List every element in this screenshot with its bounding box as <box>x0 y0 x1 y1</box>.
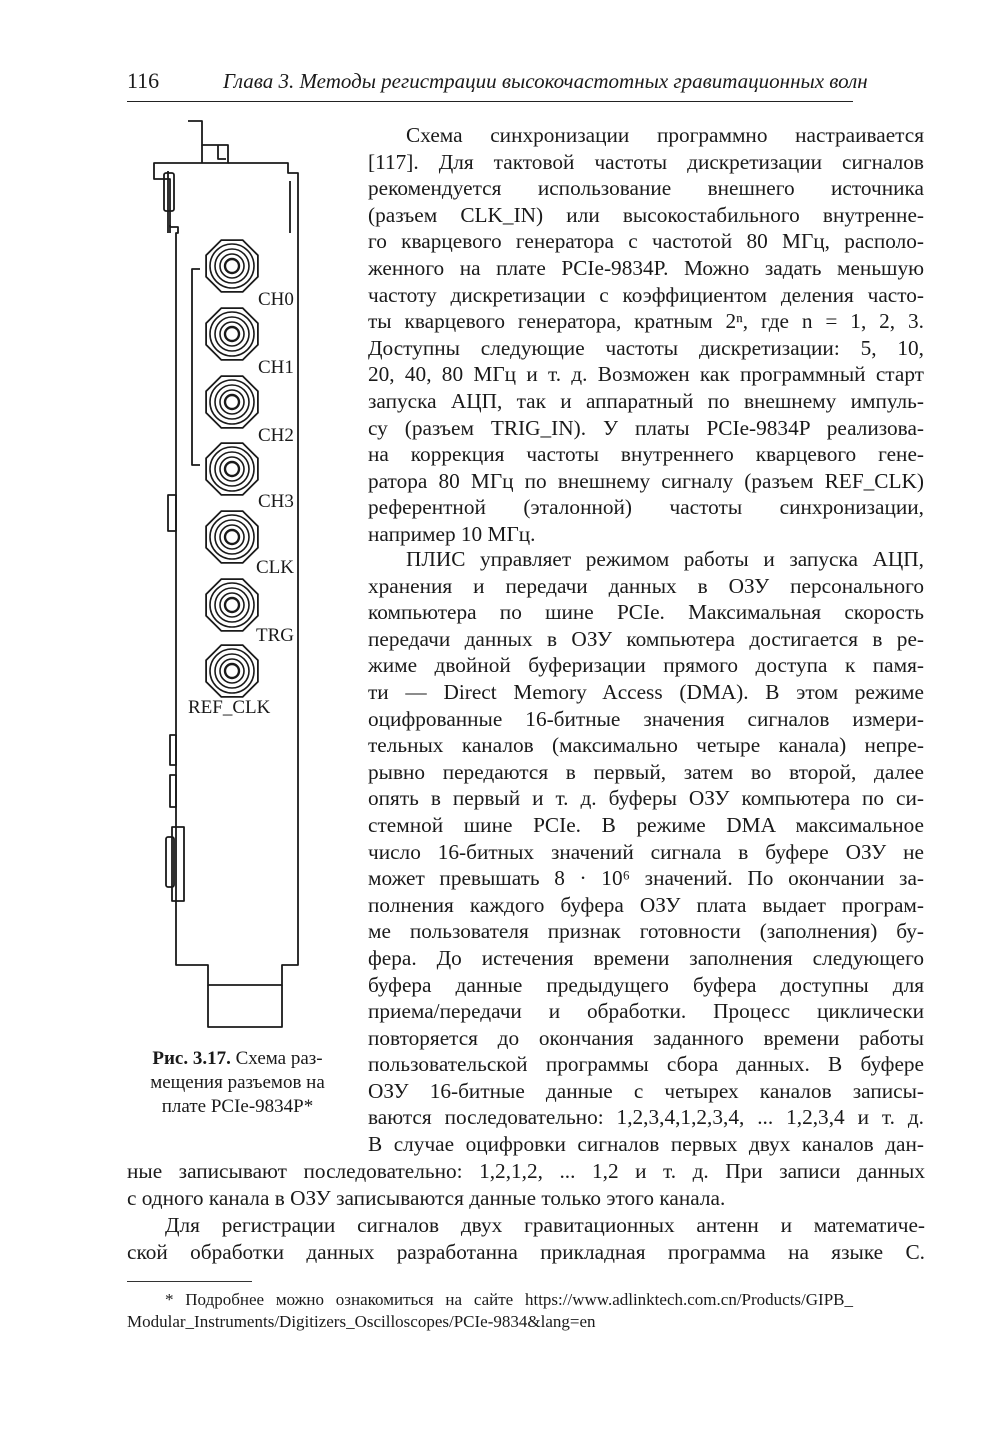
text-line: компьютера по шине PCIe. Максимальная скорость <box>368 600 924 625</box>
text-line: ской обработки данных разработанна прикладная программа на языке С. <box>127 1239 925 1264</box>
figure-pcie-bracket <box>120 115 360 1030</box>
page-number: 116 <box>127 68 160 93</box>
text-line: ти — Direct Memory Access (DMA). В этом режиме <box>368 679 924 704</box>
channel-bracket <box>192 269 200 465</box>
text-line: ме пользователя признак готовности (заполнения) бу- <box>368 919 924 944</box>
footnote-rule <box>127 1281 252 1282</box>
page-header <box>127 68 868 102</box>
text-line: Modular_Instruments/Digitizers_Oscilloscopes/PCIe-9834&lang=en <box>127 1312 596 1331</box>
text-line: ОЗУ 16-битные данные с четырех каналов записы- <box>368 1078 924 1103</box>
text-line: жиме двойной буферизации прямого доступа к памя- <box>368 653 924 678</box>
footnote <box>127 1289 853 1333</box>
text-line: полнения каждого буфера ОЗУ плата выдает програм- <box>368 892 924 917</box>
text-line: рывно передаются в первый, затем во второй, далее <box>368 759 924 784</box>
text-line: например 10 МГц. <box>368 521 536 546</box>
text-line: фера. До истечения времени заполнения следующего <box>368 945 924 970</box>
text-line: оцифрованные 16-битные значения сигналов измери- <box>368 706 924 731</box>
caption-line: плате PCIe-9834P* <box>161 1096 314 1117</box>
text-line: стемной шине PCIe. В режиме DMA максимальное <box>368 812 924 837</box>
text-line: пользовательской программы сбора данных. В буфере <box>368 1052 924 1077</box>
text-line: 20, 40, 80 МГц и т. д. Возможен как программный старт <box>368 362 924 387</box>
caption-label: Рис. 3.17. <box>152 1048 231 1069</box>
text-line: буфера данные предыдущего буфера доступны для <box>368 972 924 997</box>
text-line: * Подробнее можно ознакомиться на сайте https://www.adlinktech.com.cn/Products/GIPB_ <box>165 1290 853 1309</box>
bracket-foot <box>208 985 282 1027</box>
text-line: В случае оцифровки сигналов первых двух каналов дан- <box>368 1132 924 1157</box>
connector-label-ch0: CH0 <box>258 289 294 310</box>
bnc-connector-ref-clk <box>206 645 258 697</box>
text-line: ПЛИС управляет режимом работы и запуска АЦП, <box>406 547 924 571</box>
connector-label-ch2: CH2 <box>258 425 294 446</box>
connector-label-clk: CLK <box>256 557 294 578</box>
text-line: приема/передачи и обработки. Процесс циклически <box>368 999 924 1024</box>
text-line: ты кварцевого генератора, кратным 2ⁿ, где n = 1, 2, 3. <box>368 309 924 334</box>
header-rule <box>127 101 853 102</box>
paragraph-2 <box>368 546 924 1158</box>
text-line: может превышать 8 · 10⁶ значений. По окончании за- <box>368 866 924 891</box>
text-line: ваются последовательно: 1,2,3,4,1,2,3,4, ... 1,2,3,4 и т. д. <box>368 1105 924 1130</box>
paragraph-1 <box>368 122 924 548</box>
text-line: го кварцевого генератора с частотой 80 МГц, располо- <box>368 229 924 254</box>
bnc-connector-ch1 <box>206 308 258 360</box>
text-line: [117]. Для тактовой частоты дискретизации сигналов <box>368 149 924 174</box>
caption-line: мещения разъемов на <box>150 1072 325 1093</box>
caption-line: Схема раз- <box>235 1048 323 1069</box>
connector-label-trg: TRG <box>256 625 294 646</box>
text-line: передачи данных в ОЗУ компьютера достигается в ре- <box>368 626 924 651</box>
text-line: тельных каналов (максимально четыре канала) непре- <box>368 733 924 758</box>
connector-label-ch3: CH3 <box>258 491 294 512</box>
text-line: Схема синхронизации программно настраивается <box>406 123 924 147</box>
text-line: референтной (эталонной) частоты синхронизации, <box>368 495 924 520</box>
text-line: ратора 80 МГц по внешнему сигналу (разъем REF_CLK) <box>368 468 924 493</box>
figure-caption <box>125 1047 350 1119</box>
text-line: запуска АЦП, так и аппаратный по внешнему импуль- <box>368 388 924 413</box>
paragraph-3 <box>127 1212 925 1265</box>
text-line: рекомендуется использование внешнего источника <box>368 176 924 201</box>
text-line: опять в первый и т. д. буферы ОЗУ компьютера по си- <box>368 786 924 811</box>
bnc-connector-trg <box>206 579 258 631</box>
text-line: ные записывают последовательно: 1,2,1,2, ... 1,2 и т. д. При записи данных <box>127 1159 925 1183</box>
paragraph-2-continuation <box>127 1158 925 1211</box>
text-line: Доступны следующие частоты дискретизации: 5, 10, <box>368 335 924 360</box>
bracket-top-tab <box>154 121 228 189</box>
text-line: с одного канала в ОЗУ записываются данные только этого канала. <box>127 1185 726 1210</box>
text-line: повторяется до окончания заданного времени работы <box>368 1025 924 1050</box>
running-title: Глава 3. Методы регистрации высокочастотных гравитационных волн <box>223 69 868 93</box>
text-line: су (разъем TRIG_IN). У платы PCIe-9834P реализова- <box>368 415 924 440</box>
text-line: Для регистрации сигналов двух гравитационных антенн и математиче- <box>165 1213 925 1237</box>
connector-group <box>206 240 258 697</box>
connector-label-ref-clk: REF_CLK <box>188 697 271 718</box>
text-line: хранения и передачи данных в ОЗУ персонального <box>368 573 924 598</box>
bracket-drawing <box>120 115 360 1030</box>
bnc-connector-clk <box>206 511 258 563</box>
text-line: частоту дискретизации с коэффициентом деления часто- <box>368 282 924 307</box>
text-line: число 16-битных значений сигнала в буфере ОЗУ не <box>368 839 924 864</box>
bnc-connector-ch0 <box>206 240 258 292</box>
bnc-connector-ch3 <box>206 443 258 495</box>
text-line: женного на плате PCIe-9834P. Можно задать меньшую <box>368 255 924 280</box>
connector-label-ch1: CH1 <box>258 357 294 378</box>
text-line: на коррекция частоты внутреннего кварцевого гене- <box>368 442 924 467</box>
bnc-connector-ch2 <box>206 376 258 428</box>
text-line: (разъем CLK_IN) или высокостабильного внутренне- <box>368 202 924 227</box>
